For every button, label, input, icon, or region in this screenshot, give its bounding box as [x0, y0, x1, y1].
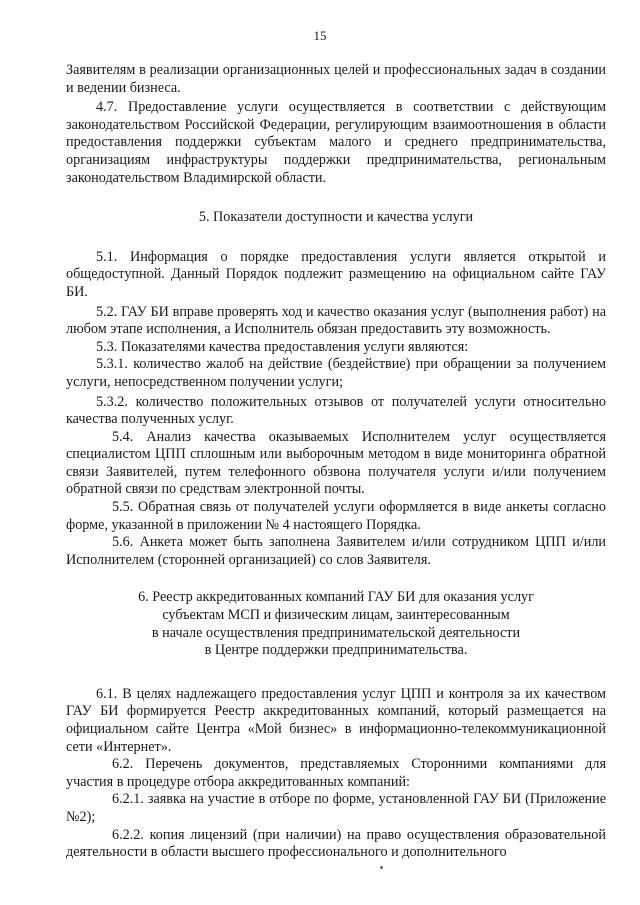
section-5-title: 5. Показатели доступности и качества услуги [198, 209, 474, 226]
section-6-title-line: субъектам МСП и физическим лицам, заинтересованным [162, 607, 510, 624]
paragraph-6-1: 6.1. В целях надлежащего предоставления услуг ЦПП и контроля за их качеством ГАУ БИ формируется Реестр аккредитованных компаний, который размещается на официальном сайте Центра «Мой бизнес» в информационно-телекоммуникационной сети «Интернет». [66, 685, 606, 755]
paragraph-6-2-1: 6.2.1. заявка на участие в отборе по форме, установленной ГАУ БИ (Приложение №2); [66, 791, 606, 825]
paragraph-5-4: 5.4. Анализ качества оказываемых Исполнителем услуг осуществляется специалистом ЦПП сплошным или выборочным методом в виде мониторинга обратной связи Заявителей, путем телефонного обзвона получателя услуги и/или получением обратной связи по средствам электронной почты. [66, 428, 606, 498]
page-number: 15 [313, 28, 327, 43]
paragraph-5-1: 5.1. Информация о порядке предоставления услуги является открытой и общедоступной. Данный Порядок подлежит размещению на официальном сайте ГАУ БИ. [66, 248, 606, 300]
section-6-title-line: 6. Реестр аккредитованных компаний ГАУ БИ для оказания услуг [138, 589, 534, 606]
paragraph-6-2: 6.2. Перечень документов, представляемых Сторонними компаниями для участия в процедуре отбора аккредитованных компаний: [66, 756, 606, 790]
paragraph-5-2: 5.2. ГАУ БИ вправе проверять ход и качество оказания услуг (выполнения работ) на любом этапе исполнения, а Исполнитель обязан предоставить эту возможность. [66, 303, 606, 338]
paragraph-5-3: 5.3. Показателями качества предоставления услуги являются: [96, 338, 469, 355]
paragraph-5-3-2: 5.3.2. количество положительных отзывов от получателей услуги относительно качества полученных услуг. [66, 393, 606, 428]
document-body [66, 62, 606, 862]
section-6-title [66, 589, 606, 659]
paragraph-continuation: Заявителям в реализации организационных целей и профессиональных задач в создании и ведении бизнеса. [66, 62, 606, 96]
paragraph-4-7: 4.7. Предоставление услуги осуществляется в соответствии с действующим законодательством Российской Федерации, регулирующим взаимоотношения в области предоставления поддержки субъектам малого и среднего предпринимательства, организациям инфраструктуры поддержки предпринимательства, региональным законодательством Владимирской области. [66, 99, 606, 186]
paragraph-5-6: 5.6. Анкета может быть заполнена Заявителем и/или сотрудником ЦПП и/или Исполнителем (сторонней организацией) со слов Заявителя. [66, 534, 606, 568]
section-6-title-line: в начале осуществления предпринимательской деятельности [151, 624, 521, 641]
paragraph-6-2-2: 6.2.2. копия лицензий (при наличии) на право осуществления образовательной деятельности в области высшего профессионального и дополнительного [66, 826, 606, 861]
paragraph-5-5: 5.5. Обратная связь от получателей услуги оформляется в виде анкеты согласно форме, указанной в приложении № 4 настоящего Порядка. [66, 499, 606, 533]
paragraph-5-3-1: 5.3.1. количество жалоб на действие (бездействие) при обращении за получением услуги, непосредственном получении услуги; [66, 356, 606, 390]
section-6-title-line: в Центре поддержки предпринимательства. [204, 642, 468, 659]
scan-speck [380, 866, 383, 869]
